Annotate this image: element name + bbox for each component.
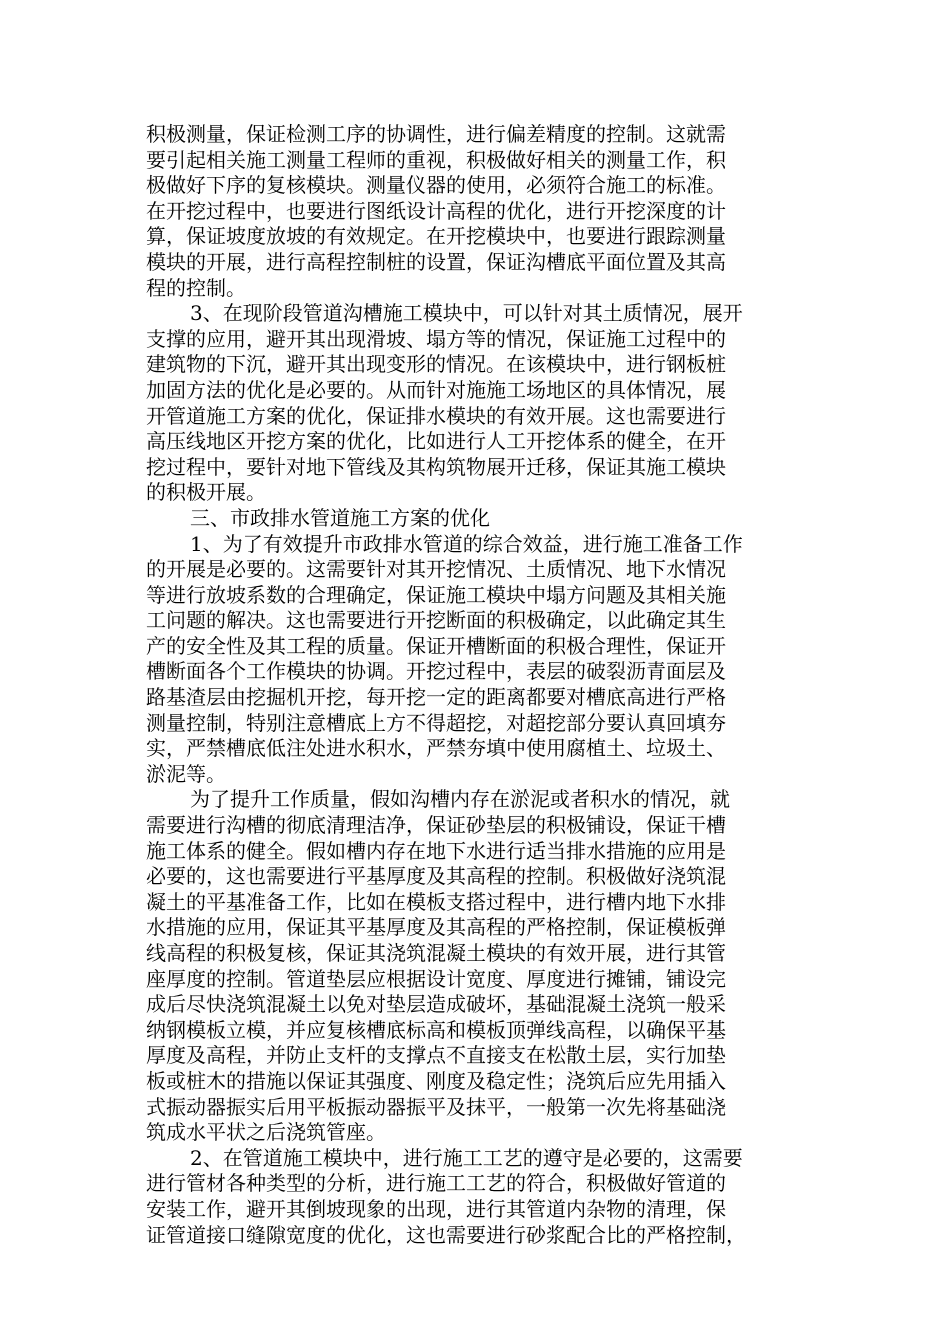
section-heading: 三、市政排水管道施工方案的优化 [190, 505, 490, 530]
paragraph-first-line: 为了提升工作质量，假如沟槽内存在淤泥或者积水的情况，就 [190, 787, 730, 812]
text-line: 式振动器振实后用平板振动器振平及抹平，一般第一次先将基础浇 [146, 1094, 726, 1119]
text-line: 槽断面各个工作模块的协调。开挖过程中，表层的破裂沥青面层及 [146, 659, 726, 684]
text-line: 测量控制，特别注意槽底上方不得超挖，对超挖部分要认真回填夯 [146, 710, 726, 735]
text-line: 线高程的积极复核，保证其浇筑混凝土模块的有效开展，进行其管 [146, 941, 726, 965]
text-line: 成后尽快浇筑混凝土以免对垫层造成破坏，基础混凝土浇筑一般采 [146, 992, 726, 1017]
text-line: 实，严禁槽底低注处进水积水，严禁夯填中使用腐植土、垃圾土、 [146, 736, 726, 761]
text-line: 需要进行沟槽的彻底清理洁净，保证砂垫层的积极铺设，保证干槽 [146, 813, 726, 838]
text-line: 加固方法的优化是必要的。从而针对施施工场地区的具体情况，展 [146, 377, 726, 402]
text-line: 极做好下序的复核模块。测量仪器的使用，必须符合施工的标准。 [146, 173, 726, 198]
text-line: 安装工作，避开其倒坡现象的出现，进行其管道内杂物的清理，保 [146, 1196, 726, 1221]
text-line: 路基渣层由挖掘机开挖，每开挖一定的距离都要对槽底高进行严格 [146, 685, 726, 710]
text-line: 要引起相关施工测量工程师的重视，积极做好相关的测量工作，积 [146, 147, 726, 172]
text-line: 座厚度的控制。管道垫层应根据设计宽度、厚度进行摊铺，铺设完 [146, 966, 726, 991]
text-line: 在开挖过程中，也要进行图纸设计高程的优化，进行开挖深度的计 [146, 198, 726, 223]
text-line: 高压线地区开挖方案的优化，比如进行人工开挖体系的健全，在开 [146, 429, 726, 454]
text-line: 开管道施工方案的优化，保证排水模块的有效开展。这也需要进行 [146, 403, 726, 428]
text-line: 的积极开展。 [146, 480, 266, 505]
text-line: 纳钢模板立模，并应复核槽底标高和模板顶弹线高程，以确保平基 [146, 1017, 726, 1042]
text-line: 模块的开展，进行高程控制桩的设置，保证沟槽底平面位置及其高 [146, 249, 726, 274]
text-line: 算，保证坡度放坡的有效规定。在开挖模块中，也要进行跟踪测量 [146, 224, 726, 249]
text-line: 厚度及高程，并防止支杆的支撑点不直接支在松散土层，实行加垫 [146, 1043, 726, 1068]
text-line: 筑成水平状之后浇筑管座。 [146, 1120, 386, 1145]
text-line: 板或桩木的措施以保证其强度、刚度及稳定性；浇筑后应先用插入 [146, 1068, 726, 1093]
paragraph-first-line: 3、在现阶段管道沟槽施工模块中，可以针对其土质情况，展开 [190, 301, 743, 326]
text-line: 的开展是必要的。这需要针对其开挖情况、土质情况、地下水情况 [146, 557, 726, 582]
document-body [146, 122, 806, 1248]
paragraph-first-line: 1、为了有效提升市政排水管道的综合效益，进行施工准备工作 [190, 531, 743, 556]
text-line: 挖过程中，要针对地下管线及其构筑物展开迁移，保证其施工模块 [146, 454, 726, 479]
text-line: 施工体系的健全。假如槽内存在地下水进行适当排水措施的应用是 [146, 838, 726, 863]
text-line: 必要的，这也需要进行平基厚度及其高程的控制。积极做好浇筑混 [146, 864, 726, 889]
text-line: 积极测量，保证检测工序的协调性，进行偏差精度的控制。这就需 [146, 122, 726, 146]
text-line: 工问题的解决。这也需要进行开挖断面的积极确定，以此确定其生 [146, 608, 726, 633]
text-line: 证管道接口缝隙宽度的优化，这也需要进行砂浆配合比的严格控制， [146, 1222, 746, 1247]
text-line: 淤泥等。 [146, 761, 226, 786]
text-line: 凝土的平基准备工作，比如在模板支搭过程中，进行槽内地下水排 [146, 889, 726, 914]
text-line: 建筑物的下沉，避开其出现变形的情况。在该模块中，进行钢板桩 [146, 352, 726, 377]
text-line: 进行管材各种类型的分析，进行施工工艺的符合，积极做好管道的 [146, 1171, 726, 1196]
text-line: 等进行放坡系数的合理确定，保证施工模块中塌方问题及其相关施 [146, 582, 726, 607]
text-line: 程的控制。 [146, 275, 246, 300]
text-line: 支撑的应用，避开其出现滑坡、塌方等的情况，保证施工过程中的 [146, 326, 726, 351]
text-line: 水措施的应用，保证其平基厚度及其高程的严格控制，保证模板弹 [146, 915, 726, 940]
paragraph-first-line: 2、在管道施工模块中，进行施工工艺的遵守是必要的，这需要 [190, 1145, 743, 1170]
text-line: 产的安全性及其工程的质量。保证开槽断面的积极合理性，保证开 [146, 633, 726, 658]
